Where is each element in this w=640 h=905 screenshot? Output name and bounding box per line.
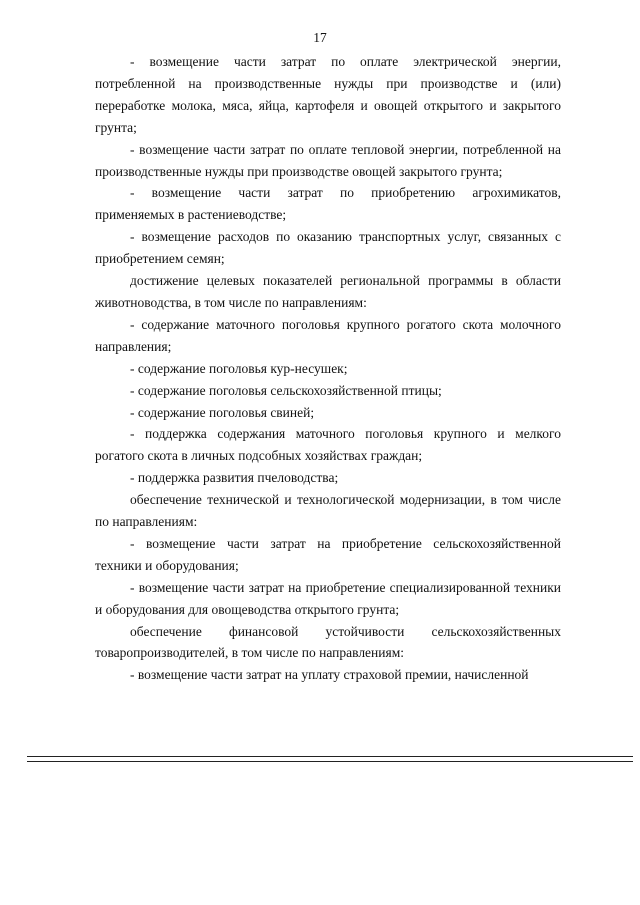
paragraph: - возмещение расходов по оказанию транспортных услуг, связанных с приобретением семян; [95,229,561,267]
page-number: 17 [313,30,327,45]
paragraph: - возмещение части затрат по приобретению агрохимикатов, применяемых в растениеводстве; [95,185,561,223]
paragraph: - возмещение части затрат по оплате электрической энергии, потребленной на производственные нужды при производстве и (или) переработке молока, мяса, яйца, картофеля и овощей открытого и закрытого грунта; [95,54,561,135]
paragraph: - возмещение части затрат на приобретение специализированной техники и оборудования для овощеводства открытого грунта; [95,579,561,617]
paragraph: - возмещение части затрат на уплату страховой премии, начисленной [130,667,529,683]
paragraph: - возмещение части затрат по оплате тепловой энергии, потребленной на производственные нужды при производстве овощей закрытого грунта; [95,141,561,179]
footer-rule [27,756,633,757]
paragraph: обеспечение финансовой устойчивости сельскохозяйственных товаропроизводителей, в том числе по направлениям: [95,623,561,661]
paragraph: - поддержка содержания маточного поголовья крупного и мелкого рогатого скота в личных подсобных хозяйствах граждан; [95,426,561,464]
paragraph: - содержание маточного поголовья крупного рогатого скота молочного направления; [95,316,561,354]
paragraph: обеспечение технической и технологической модернизации, в том числе по направлениям: [95,492,561,530]
paragraph: достижение целевых показателей региональной программы в области животноводства, в том числе по направлениям: [95,273,561,310]
paragraph: - поддержка развития пчеловодства; [130,470,339,486]
paragraph: - содержание поголовья кур-несушек; [130,360,348,376]
document-body [95,51,561,686]
paragraph: - содержание поголовья свиней; [130,404,315,420]
paragraph: - содержание поголовья сельскохозяйственной птицы; [130,382,442,398]
paragraph: - возмещение части затрат на приобретение сельскохозяйственной техники и оборудования; [95,535,561,573]
footer-rule-thin [27,761,633,762]
